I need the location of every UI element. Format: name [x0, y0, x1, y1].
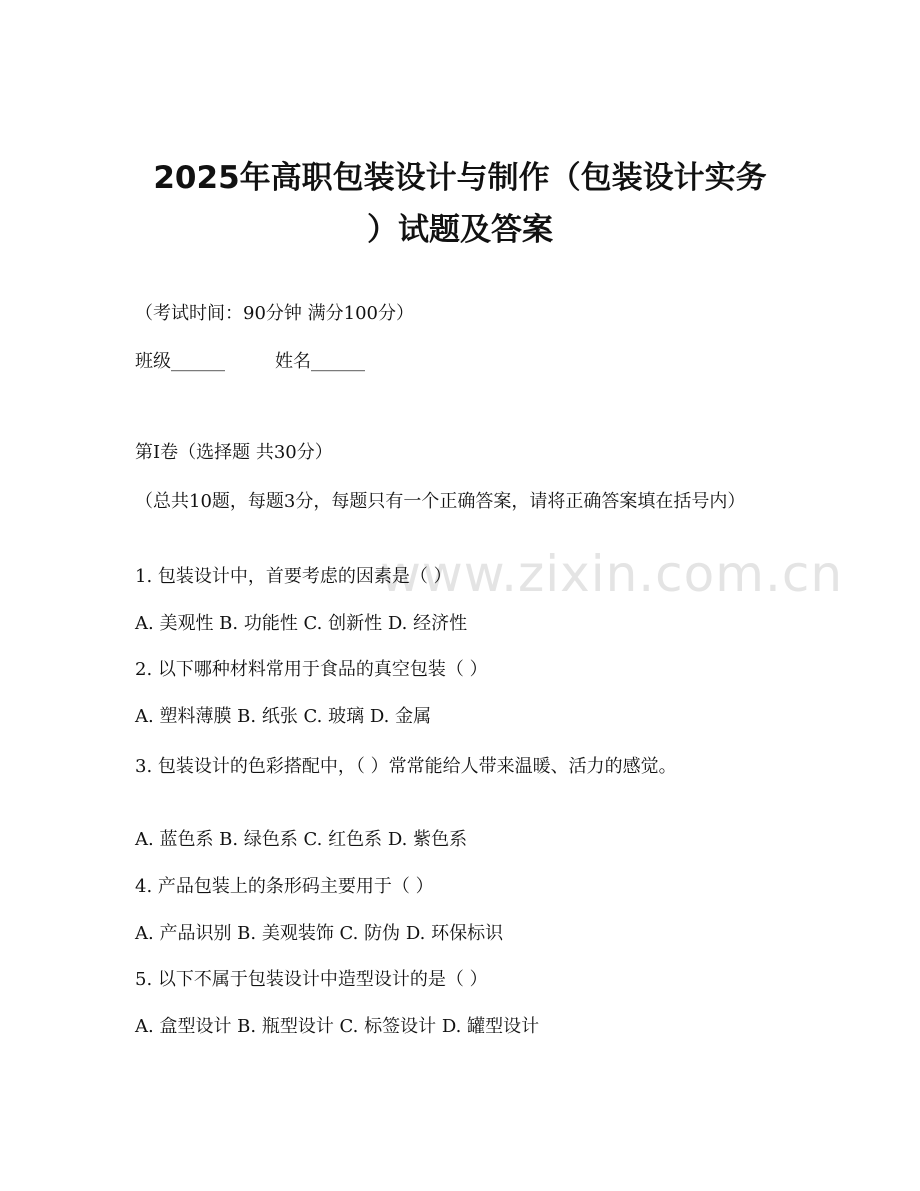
instructions: （总共10题，每题3分，每题只有一个正确答案，请将正确答案填在括号内） — [135, 491, 746, 512]
question-3-options: A. 蓝色系 B. 绿色系 C. 红色系 D. 紫色系 — [135, 829, 468, 850]
question-5-options: A. 盒型设计 B. 瓶型设计 C. 标签设计 D. 罐型设计 — [135, 1016, 540, 1037]
section-title: 第I卷（选择题 共30分） — [135, 442, 333, 463]
question-1-stem: 1. 包装设计中，首要考虑的因素是（ ） — [135, 566, 452, 587]
question-4-stem: 4. 产品包装上的条形码主要用于（ ） — [135, 876, 434, 897]
question-3-stem: 3. 包装设计的色彩搭配中，（ ）常常能给人带来温暖、活力的感觉。 — [135, 756, 677, 777]
question-5-stem: 5. 以下不属于包装设计中造型设计的是（ ） — [135, 969, 488, 990]
title-line-2: ）试题及答案 — [367, 212, 553, 248]
title-line-1: 2025年高职包装设计与制作（包装设计实务 — [153, 160, 767, 196]
question-1-options: A. 美观性 B. 功能性 C. 创新性 D. 经济性 — [135, 613, 468, 634]
student-info-row — [135, 349, 785, 375]
class-field-label: 班级______ — [135, 351, 225, 372]
question-2-options: A. 塑料薄膜 B. 纸张 C. 玻璃 D. 金属 — [135, 706, 432, 727]
question-4-options: A. 产品识别 B. 美观装饰 C. 防伪 D. 环保标识 — [135, 923, 504, 944]
exam-info: （考试时间：90分钟 满分100分） — [135, 303, 414, 324]
watermark: www.zixin.com.cn — [380, 545, 844, 603]
name-field-label: 姓名______ — [275, 351, 365, 372]
question-2-stem: 2. 以下哪种材料常用于食品的真空包装（ ） — [135, 659, 488, 680]
document-title — [100, 152, 820, 256]
